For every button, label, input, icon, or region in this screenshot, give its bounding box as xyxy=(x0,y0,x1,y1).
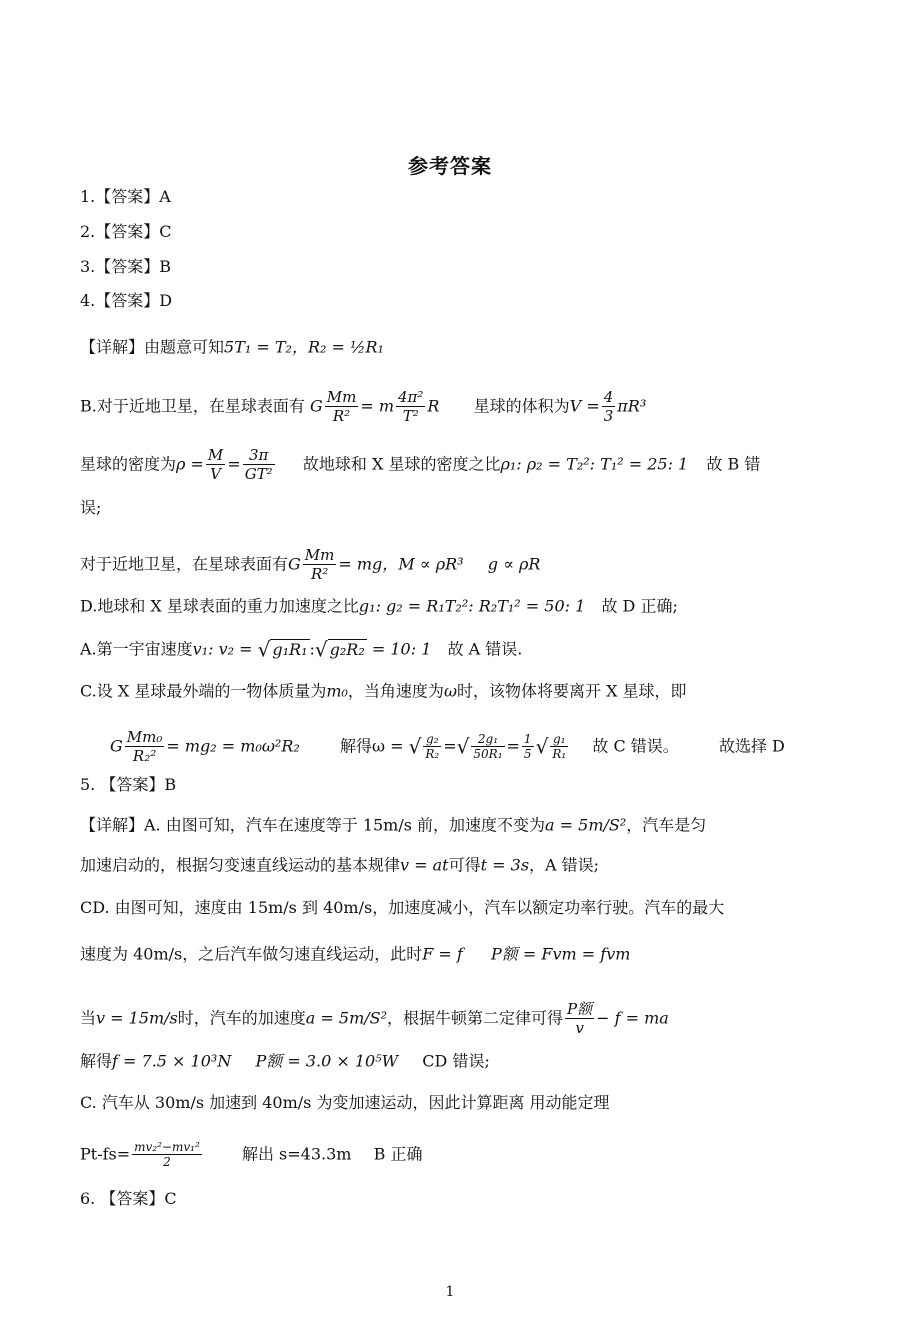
q4-volume-rhs: πR³ xyxy=(617,396,647,416)
q4-detail xyxy=(80,336,384,359)
q4-density-ratio-text: 故地球和 X 星球的密度之比 xyxy=(302,454,501,474)
q4-c-sqrtB: √ $\frac{\text{2g₁}}{\text{50R₁}}$ xyxy=(456,732,503,761)
q5-vmax-line xyxy=(80,943,630,966)
q4-c-verdict: 故 C 错误。 xyxy=(592,736,679,756)
q5-vmax-p: P额 = Fvm = fvm xyxy=(491,944,631,964)
answer-4: 4.【答案】D xyxy=(80,291,173,310)
q5-when-text2: 时，汽车的加速度 xyxy=(177,1008,306,1028)
q4-c-omega: ω xyxy=(443,681,457,701)
answer-5: 5. 【答案】B xyxy=(80,775,177,794)
q4-d-line xyxy=(80,595,678,618)
q5-when-text1: 当 xyxy=(80,1008,97,1028)
q5-solve-f: f = 7.5 × 10³N xyxy=(112,1051,232,1071)
q5-a-math: a = 5m/S² xyxy=(545,815,627,835)
q4-c-formula-line: G $\frac{\text{Mm₀}}{\text{R₂²}}$ = mg₂ = m₀ω²R₂ 解得ω = √ $\frac{\text{g₂}}{\text{R₂}}$ =√ $\frac{\text{2g₁}}{\text{50R₁}}$ = $\frac{1}{5}$ √ $\frac{\text{g₁}}{\text{R₁}}$ 故 C 错误。 故选择 D xyxy=(110,728,785,765)
q5-a-text1: 【详解】A. 由图可知，汽车在速度等于 15m/s 前，加速度不变为 xyxy=(80,815,546,835)
q5-when-math2: a = 5m/S² xyxy=(305,1008,388,1028)
q5-solve-text: 解得 xyxy=(80,1051,113,1071)
q4-a-sqrt1: √ g₁R₁ xyxy=(257,637,308,662)
q4-density-text: 星球的密度为 xyxy=(80,454,177,474)
answer-6: 6. 【答案】C xyxy=(80,1189,177,1208)
answer-2: 2.【答案】C xyxy=(80,222,172,241)
q4-gravity-line xyxy=(80,546,540,583)
q4-density-frac1: $\frac{M}{V}$ xyxy=(207,446,224,483)
q5-solve-p: P额 = 3.0 × 10⁵W xyxy=(255,1051,399,1071)
q4-a-line: A.第一宇宙速度v₁: v₂ = √ g₁R₁ :√ g₂R₂ = 10: 1 故 A 错误. xyxy=(80,637,523,662)
q5-cd-line: CD. 由图可知，速度由 15m/s 到 40m/s，加速度减小，汽车以额定功率行驶。汽车的最大 xyxy=(80,898,725,917)
q5-a-t: t = 3s xyxy=(480,855,530,875)
q5-when-math1: v = 15m/s xyxy=(96,1008,178,1028)
q4-a-verdict: 故 A 错误. xyxy=(447,639,523,659)
q4-c-solve: 解得ω = xyxy=(339,736,404,756)
q5-solve-verdict: CD 错误; xyxy=(422,1051,490,1071)
q5-pt-result: 解出 s=43.3m xyxy=(241,1144,352,1164)
q4-density-verdict: 故 B 错 xyxy=(706,454,761,474)
q4-c-choose: 故选择 D xyxy=(718,736,785,756)
page-number: 1 xyxy=(445,1284,455,1300)
q4-c-g: G xyxy=(110,736,123,756)
q4-d-text: D.地球和 X 星球表面的重力加速度之比 xyxy=(80,596,359,616)
q4-c-sqrtC: √ $\frac{\text{g₁}}{\text{R₁}}$ xyxy=(535,732,567,761)
q4-b-g: G xyxy=(309,396,323,416)
q4-gravity-prop1: M ∝ ρR³ xyxy=(398,554,464,574)
q5-vmax-ff: F = f xyxy=(422,944,463,964)
q4-c-text2: ，当角速度为 xyxy=(347,681,444,701)
q4-density-line: 星球的密度为ρ = $\frac{M}{V}$ = $\frac{3\pi}{\text{GT²}}$ 故地球和 X 星球的密度之比ρ₁: ρ₂ = T₂²: T₁² = 25: 1 故 B 错 xyxy=(80,446,761,483)
q4-density-frac2: $\frac{3\pi}{\text{GT²}}$ xyxy=(244,446,273,483)
q5-a-line xyxy=(80,814,706,837)
q4-density-ratio-math: ρ₁: ρ₂ = T₂²: T₁² = 25: 1 xyxy=(500,454,689,474)
page-title: 参考答案 xyxy=(408,154,492,178)
q5-c-line: C. 汽车从 30m/s 加速到 40m/s 为变加速运动，因此计算距离 用动能定理 xyxy=(80,1093,610,1112)
q5-when-rhs: − f = ma xyxy=(596,1008,669,1028)
q4-density-lhs: ρ = xyxy=(176,454,204,474)
q4-gravity-rhs: = mg， xyxy=(338,554,399,574)
q4-c-m0: m₀ xyxy=(326,681,348,701)
q4-density-wrap: 误; xyxy=(80,498,102,517)
q4-c-sqrtA: √ $\frac{\text{g₂}}{\text{R₂}}$ xyxy=(408,732,440,761)
q4-b-text: B.对于近地卫星，在星球表面有 xyxy=(80,396,305,416)
q5-solve-line xyxy=(80,1050,490,1073)
q4-c-frac: $\frac{\text{Mm₀}}{\text{R₂²}}$ xyxy=(126,728,163,765)
q5-a-text5: ，A 错误; xyxy=(529,855,600,875)
q5-when-text3: ，根据牛顿第二定律可得 xyxy=(387,1008,564,1028)
q4-volume-text: 星球的体积为 xyxy=(473,396,570,416)
q4-a-text: A.第一宇宙速度 xyxy=(80,639,193,659)
q5-pt-lhs: Pt-fs= xyxy=(80,1144,131,1164)
q5-when-frac: $\frac{\text{P额}}{v}$ xyxy=(567,1000,593,1037)
q5-vmax-text: 速度为 40m/s，之后汽车做匀速直线运动，此时 xyxy=(80,944,423,964)
q5-a-text4: 可得 xyxy=(448,855,481,875)
answer-3: 3.【答案】B xyxy=(80,257,172,276)
q4-b-frac1: $\frac{Mm}{\text{R²}}$ xyxy=(326,388,357,425)
q5-a-line2 xyxy=(80,854,599,877)
q4-detail-math: 5T₁ = T₂，R₂ = ½R₁ xyxy=(224,337,384,357)
q4-c-text1: C.设 X 星球最外端的一物体质量为 xyxy=(80,681,327,701)
q4-b-eq: = m xyxy=(360,396,394,416)
q4-b-r: R xyxy=(427,396,440,416)
answer-1: 1.【答案】A xyxy=(80,187,171,206)
q5-a-text2: ，汽车是匀 xyxy=(626,815,707,835)
q4-volume-lhs: V = xyxy=(569,396,600,416)
q4-a-sqrt2: √ g₂R₂ xyxy=(314,637,365,662)
q4-gravity-frac: $\frac{Mm}{\text{R²}}$ xyxy=(304,546,335,583)
q4-a-math2: = 10: 1 xyxy=(371,639,432,659)
q4-c-line xyxy=(80,680,687,703)
q4-gravity-g: G xyxy=(288,554,301,574)
q4-d-math: g₁: g₂ = R₁T₂²: R₂T₁² = 50: 1 xyxy=(358,596,586,616)
q4-d-verdict: 故 D 正确; xyxy=(601,596,678,616)
q4-b-line xyxy=(80,388,646,425)
q4-detail-text: 【详解】由题意可知 xyxy=(80,337,225,357)
q4-c-rhs: = mg₂ = m₀ω²R₂ xyxy=(166,736,300,756)
q5-when-line xyxy=(80,1000,669,1037)
q4-gravity-prop2: g ∝ ρR xyxy=(487,554,541,574)
q5-pt-verdict: B 正确 xyxy=(373,1144,423,1164)
q5-a-text3: 加速启动的，根据匀变速直线运动的基本规律 xyxy=(80,855,401,875)
q5-pt-line xyxy=(80,1140,423,1169)
q4-c-fifth: $\frac{1}{5}$ xyxy=(523,732,532,761)
q4-c-text3: 时，该物体将要离开 X 星球，即 xyxy=(456,681,687,701)
q4-b-frac2: $\frac{\text{4π²}}{\text{T²}}$ xyxy=(398,388,424,425)
q4-volume-frac: $\frac{4}{3}$ xyxy=(603,388,614,425)
q5-pt-frac: $\frac{\text{mv₂²−mv₁²}}{2}$ xyxy=(134,1140,200,1169)
q4-a-math1: v₁: v₂ = xyxy=(192,639,253,659)
q5-a-vat: v = at xyxy=(400,855,449,875)
q4-gravity-text: 对于近地卫星，在星球表面有 xyxy=(80,554,289,574)
